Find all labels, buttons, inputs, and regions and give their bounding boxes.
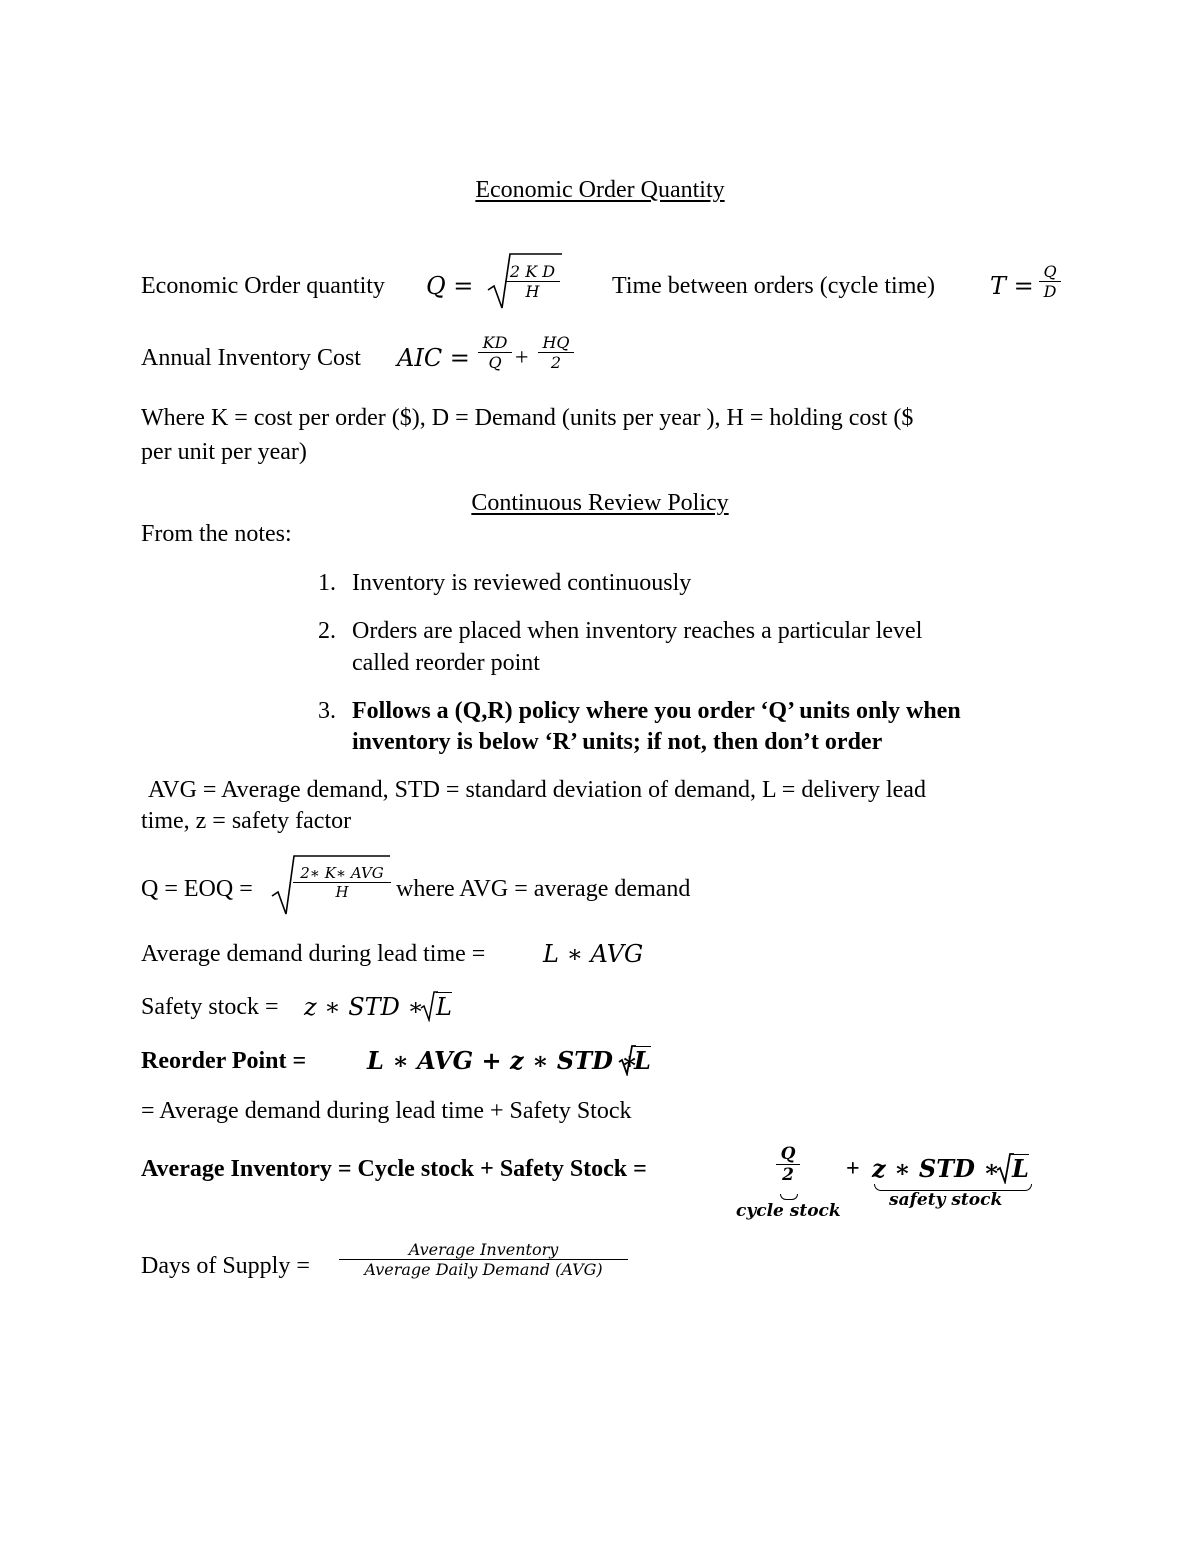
- cycle-stock-caption: cycle stock: [736, 1201, 841, 1221]
- aic-f1-numerator: KD: [482, 333, 508, 352]
- list-item-text: Follows a (Q,R) policy where you order ‘Q’ units only when: [352, 698, 961, 724]
- cycle-time-fraction: [1039, 262, 1061, 301]
- safety-stock-term-root: L: [1012, 1154, 1029, 1183]
- cycle-time-denominator: D: [1043, 282, 1057, 301]
- cycle-time-lhs: T =: [990, 272, 1034, 300]
- days-of-supply-label: Days of Supply =: [141, 1253, 310, 1279]
- reorder-point-expression: L ∗ AVG + z ∗ STD ∗: [367, 1046, 638, 1075]
- list-item-number: 3.: [318, 698, 336, 724]
- list-item-text: Orders are placed when inventory reaches a particular level: [352, 618, 923, 644]
- aic-fraction-1: [478, 333, 512, 372]
- crp-definitions-line-2: time, z = safety factor: [141, 808, 352, 834]
- aic-f2-denominator: 2: [550, 353, 562, 372]
- safety-stock-root: L: [436, 993, 452, 1021]
- cycle-stock-fraction: [776, 1144, 800, 1185]
- eoq-numerator: 2 K D: [509, 262, 556, 281]
- list-item-text-cont: called reorder point: [352, 650, 540, 676]
- reorder-point-explanation: = Average demand during lead time + Safety Stock: [141, 1098, 632, 1124]
- eoq-label: Economic Order quantity: [141, 273, 385, 299]
- crp-title: Continuous Review Policy: [471, 490, 729, 516]
- reorder-point-root: L: [634, 1046, 651, 1075]
- aic-plus: +: [515, 345, 529, 371]
- cycle-time-numerator: Q: [1043, 262, 1057, 281]
- safety-stock-label: Safety stock =: [141, 994, 279, 1020]
- aic-f1-denominator: Q: [488, 353, 502, 372]
- q-eoq-suffix: where AVG = average demand: [396, 876, 691, 902]
- cycle-stock-numerator: Q: [780, 1144, 796, 1164]
- safety-stock-caption: safety stock: [889, 1190, 1003, 1210]
- safety-stock-term: z ∗ STD ∗: [872, 1154, 1000, 1183]
- adlt-expression: L ∗ AVG: [543, 940, 644, 968]
- average-inventory-label: Average Inventory = Cycle stock + Safety Stock =: [141, 1156, 647, 1182]
- aic-lhs: AIC =: [397, 344, 470, 372]
- variable-definitions-line-2: per unit per year): [141, 439, 307, 465]
- reorder-point-label: Reorder Point =: [141, 1048, 307, 1074]
- eoq-denominator: H: [525, 282, 540, 301]
- average-inventory-plus: +: [846, 1156, 860, 1182]
- cycle-stock-denominator: 2: [782, 1165, 794, 1185]
- variable-definitions-line-1: Where K = cost per order ($), D = Demand (units per year ), H = holding cost ($: [141, 405, 914, 431]
- crp-intro: From the notes:: [141, 521, 292, 547]
- safety-stock-expression: z ∗ STD ∗: [304, 993, 424, 1021]
- q-eoq-denominator: H: [335, 883, 349, 901]
- days-of-supply-denominator: Average Daily Demand (AVG): [364, 1260, 603, 1279]
- crp-definitions-line-1: AVG = Average demand, STD = standard deviation of demand, L = delivery lead: [148, 777, 926, 803]
- eoq-lhs: Q =: [426, 272, 474, 300]
- list-item-text-cont: inventory is below ‘R’ units; if not, then don’t order: [352, 729, 883, 755]
- aic-fraction-2: [538, 333, 574, 372]
- q-eoq-label: Q = EOQ =: [141, 876, 253, 902]
- list-item-number: 1.: [318, 570, 336, 596]
- adlt-label: Average demand during lead time =: [141, 941, 486, 967]
- eoq-title: Economic Order Quantity: [475, 177, 725, 203]
- days-of-supply-fraction: [339, 1240, 628, 1279]
- aic-label: Annual Inventory Cost: [141, 345, 361, 371]
- list-item-text: Inventory is reviewed continuously: [352, 570, 692, 596]
- eoq-fraction: [505, 262, 560, 301]
- days-of-supply-numerator: Average Inventory: [408, 1240, 559, 1259]
- list-item-number: 2.: [318, 618, 336, 644]
- aic-f2-numerator: HQ: [542, 333, 570, 352]
- cycle-time-label: Time between orders (cycle time): [612, 273, 936, 299]
- q-eoq-fraction: [293, 864, 391, 901]
- q-eoq-numerator: 2∗ K∗ AVG: [300, 864, 384, 882]
